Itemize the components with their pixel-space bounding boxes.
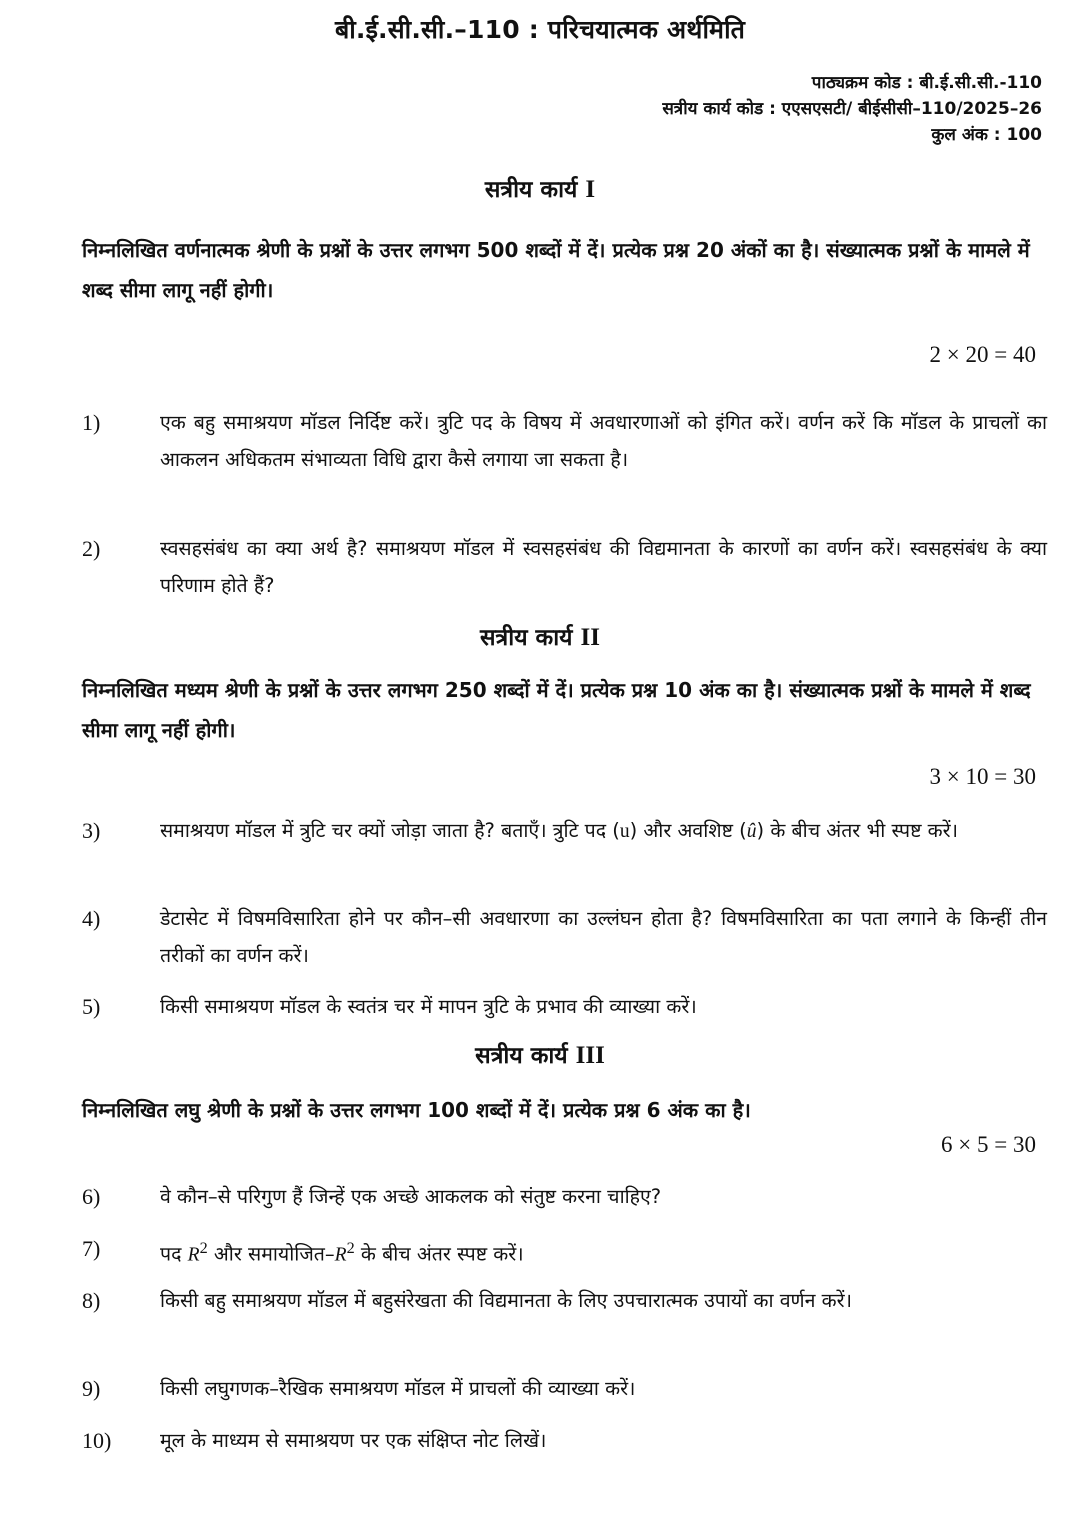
question-number: 9) [82,1376,101,1401]
question-number: 3) [82,818,101,843]
question-number: 8) [82,1288,101,1313]
section-title-label: सत्रीय कार्य [480,625,573,651]
section-title-label: सत्रीय कार्य [484,177,578,203]
superscript: 2 [346,1239,355,1257]
question-3 [82,812,1047,850]
section-1-marks: 2 × 20 = 40 [929,342,1036,367]
question-number: 4) [82,906,101,931]
question-number: 2) [82,536,101,561]
question-8 [82,1282,1047,1319]
question-number: 6) [82,1184,101,1209]
text-part: पद [160,1242,188,1266]
section-title-1 [0,172,1080,204]
question-text: स्वसहसंबंध का क्या अर्थ है? समाश्रयण मॉडल में स्वसहसंबंध की विद्यमानता के कारणों का वर्णन करें। स्वसहसंबंध के क्या परिणाम होते हैं? [160,537,1047,597]
symbol-r: R [334,1244,347,1266]
section-roman: I [585,176,596,203]
section-2-marks: 3 × 10 = 30 [929,764,1036,789]
section-2-instruction: निम्नलिखित मध्यम श्रेणी के प्रश्नों के उत्तर लगभग 250 शब्दों में दें। प्रत्येक प्रश्न 10 अंक का है। संख्यात्मक प्रश्नों के मामले में शब्द सीमा लागू नहीं होगी। [82,678,1031,742]
question-10 [82,1422,1047,1459]
section-roman: III [575,1042,605,1069]
question-7 [82,1230,1047,1274]
question-text: एक बहु समाश्रयण मॉडल निर्दिष्ट करें। त्रुटि पद के विषय में अवधारणाओं को इंगित करें। वर्णन करें कि मॉडल के प्राचलों का आकलन अधिकतम संभाव्यता विधि द्वारा कैसे लगाया जा सकता है। [160,411,1047,471]
question-text [160,1230,1047,1274]
section-roman: II [580,624,600,651]
course-meta [662,70,1042,148]
section-1-instruction: निम्नलिखित वर्णनात्मक श्रेणी के प्रश्नों के उत्तर लगभग 500 शब्दों में दें। प्रत्येक प्रश्न 20 अंकों का है। संख्यात्मक प्रश्नों के मामले में शब्द सीमा लागू नहीं होगी। [82,238,1030,302]
text-part: ) के बीच अंतर भी स्पष्ट करें। [756,819,959,842]
question-9 [82,1370,1047,1407]
question-1 [82,404,1047,478]
document-title: बी.ई.सी.सी.–110 : परिचयात्मक अर्थमिति [334,15,746,44]
superscript: 2 [199,1239,208,1257]
text-part: ) और अवशिष्ट ( [629,819,747,842]
question-4 [82,900,1047,974]
section-title-2 [0,620,1080,652]
section-3-instruction: निम्नलिखित लघु श्रेणी के प्रश्नों के उत्तर लगभग 100 शब्दों में दें। प्रत्येक प्रश्न 6 अंक का है। [82,1098,751,1122]
question-6 [82,1178,1047,1215]
question-text: डेटासेट में विषमविसारिता होने पर कौन–सी अवधारणा का उल्लंघन होता है? विषमविसारिता का पता लगाने के किन्हीं तीन तरीकों का वर्णन करें। [160,907,1047,967]
section-title-label: सत्रीय कार्य [475,1043,568,1069]
question-number: 5) [82,994,101,1019]
total-marks: कुल अंक : 100 [931,125,1042,145]
symbol-r: R [187,1244,200,1266]
question-number: 1) [82,410,101,435]
text-part: समाश्रयण मॉडल में त्रुटि चर क्यों जोड़ा जाता है? बताएँ। त्रुटि पद ( [160,819,620,842]
question-text: मूल के माध्यम से समाश्रयण पर एक संक्षिप्त नोट लिखें। [160,1429,547,1452]
question-number: 7) [82,1236,101,1261]
question-text: वे कौन–से परिगुण हैं जिन्हें एक अच्छे आकलक को संतुष्ट करना चाहिए? [160,1185,662,1208]
course-code: पाठ्यक्रम कोड : बी.ई.सी.सी.-110 [811,73,1042,93]
text-part: के बीच अंतर स्पष्ट करें। [354,1242,524,1266]
question-text: किसी लघुगणक–रैखिक समाश्रयण मॉडल में प्राचलों की व्याख्या करें। [160,1377,636,1400]
section-title-3 [0,1038,1080,1070]
question-text: किसी बहु समाश्रयण मॉडल में बहुसंरेखता की विद्यमानता के लिए उपचारात्मक उपायों का वर्णन करें। [160,1289,853,1312]
question-number: 10) [82,1428,112,1453]
symbol-u: u [619,821,630,842]
question-text [160,812,1047,850]
text-part: और समायोजित– [207,1242,335,1266]
section-3-marks: 6 × 5 = 30 [941,1132,1036,1157]
question-5 [82,988,1047,1025]
symbol-u-hat: û [746,821,757,842]
question-2 [82,530,1047,604]
assignment-code: सत्रीय कार्य कोड : एएसएसटी/ बीईसीसी–110/2025–26 [662,99,1042,119]
question-text: किसी समाश्रयण मॉडल के स्वतंत्र चर में मापन त्रुटि के प्रभाव की व्याख्या करें। [160,995,697,1018]
